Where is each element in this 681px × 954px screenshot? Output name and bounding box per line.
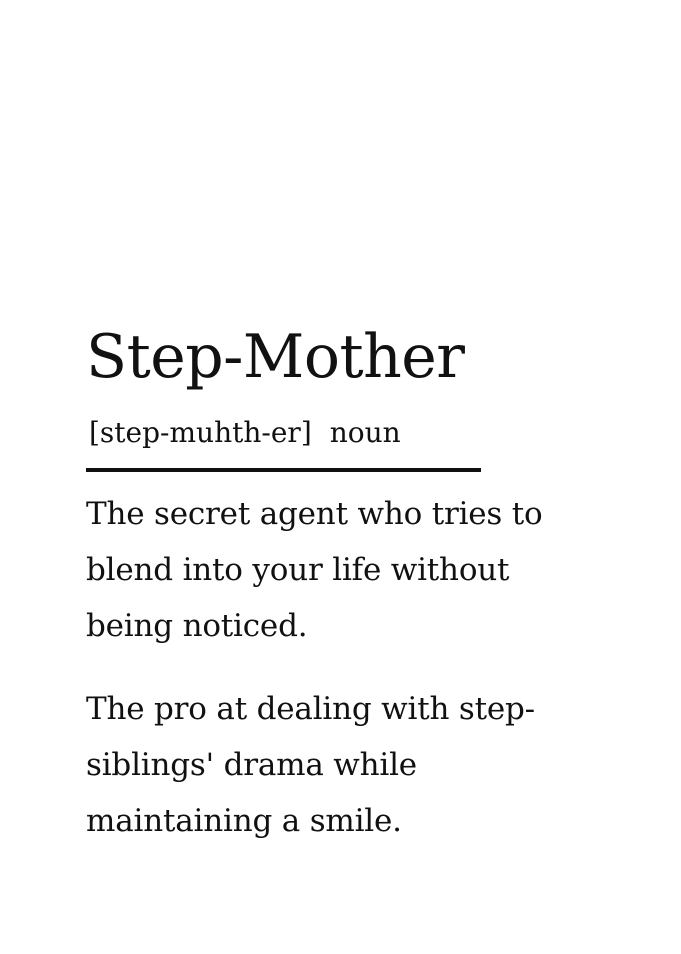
pronunciation: [step-muhth-er] xyxy=(89,416,312,449)
definition-2-line-1: The pro at dealing with step- xyxy=(86,691,535,727)
definition-1-line-3: being noticed. xyxy=(86,608,308,644)
divider-line xyxy=(86,468,481,472)
definition-1 xyxy=(86,486,586,654)
entry-word: Step-Mother xyxy=(86,322,465,392)
entry-meta xyxy=(86,416,606,450)
definition-2-line-3: maintaining a smile. xyxy=(86,803,402,839)
definition-1-line-2: blend into your life without xyxy=(86,552,510,588)
part-of-speech: noun xyxy=(329,416,401,449)
dictionary-entry xyxy=(86,318,606,849)
definition-2-line-2: siblings' drama while xyxy=(86,747,417,783)
definition-1-line-1: The secret agent who tries to xyxy=(86,496,543,532)
definition-2 xyxy=(86,681,586,849)
